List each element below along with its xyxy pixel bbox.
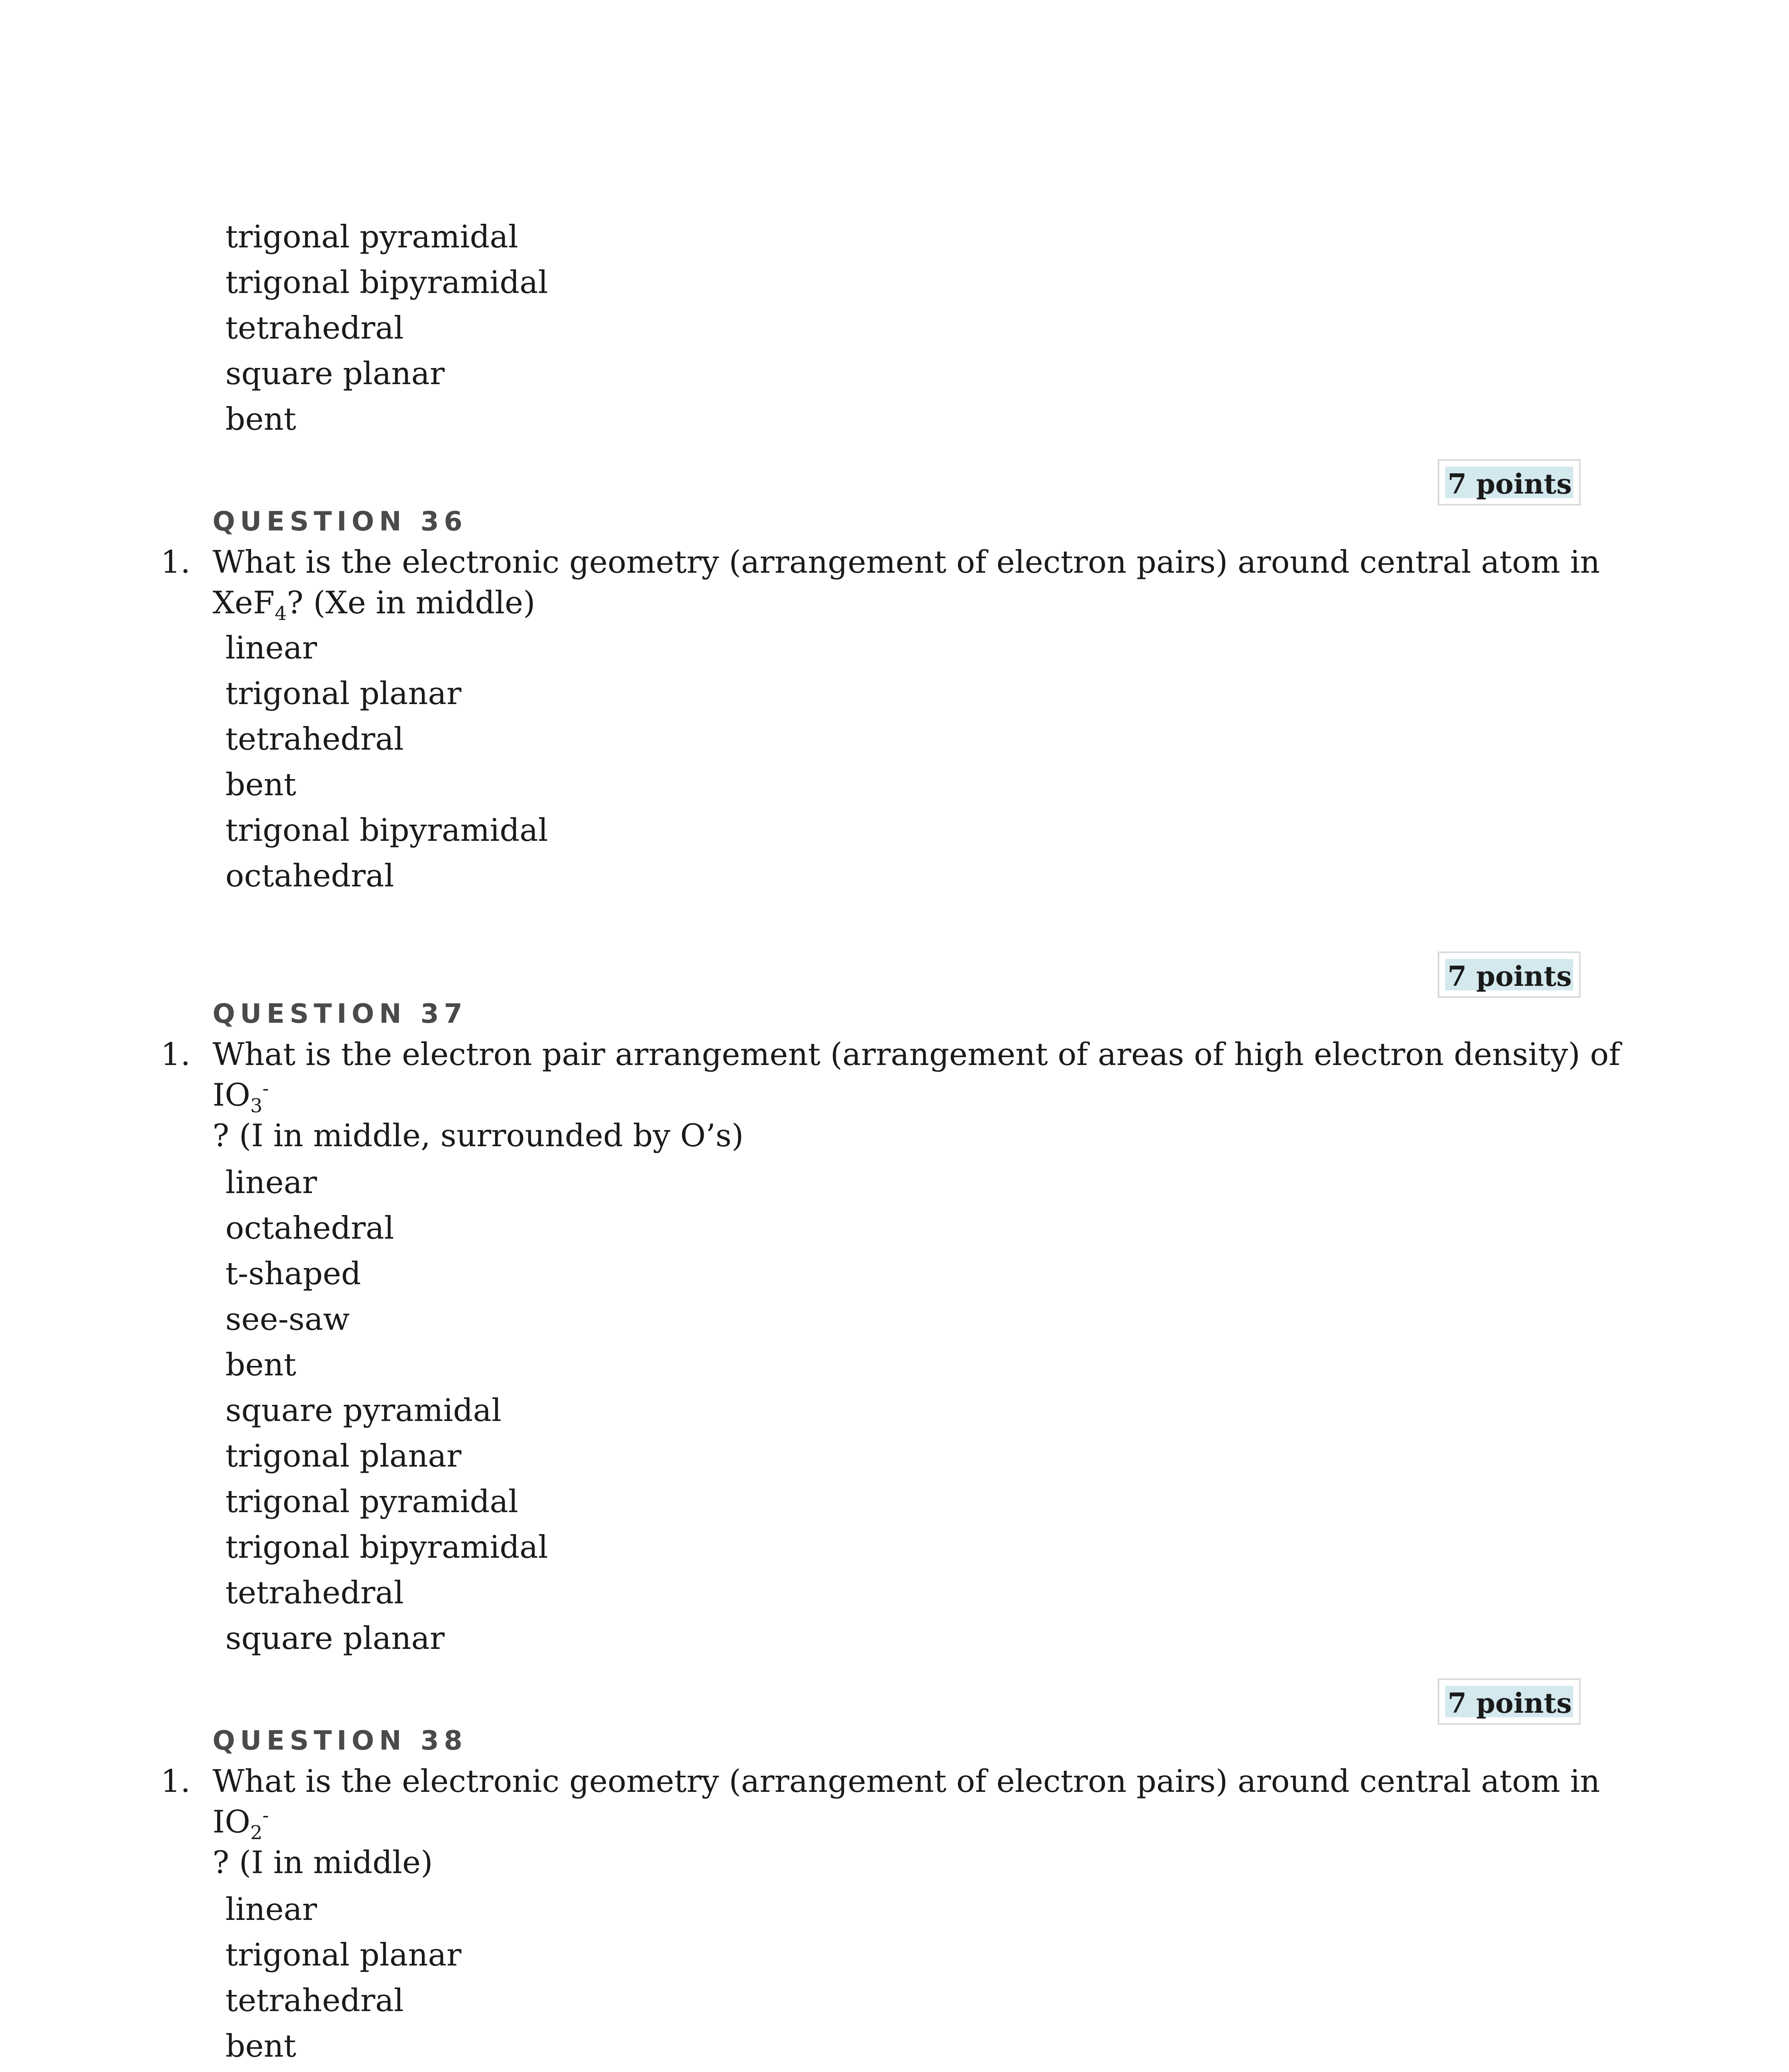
answer-option[interactable]: tetrahedral <box>225 721 404 757</box>
question-formula: $IO_2^-$ <box>213 1803 269 1844</box>
answer-option[interactable]: trigonal pyramidal <box>225 218 518 255</box>
answer-option[interactable]: linear <box>225 1891 317 1927</box>
question-number: 1. <box>161 544 191 580</box>
answer-option[interactable]: trigonal planar <box>225 1438 462 1474</box>
points-box-q36 <box>1438 459 1581 506</box>
answer-list-q38 <box>225 1886 462 2069</box>
answer-option[interactable]: trigonal bipyramidal <box>225 264 548 300</box>
answer-option[interactable]: trigonal planar <box>225 675 462 712</box>
answer-option[interactable]: tetrahedral <box>225 310 404 346</box>
answer-option[interactable]: t-shaped <box>225 1255 361 1292</box>
answer-option[interactable]: trigonal bipyramidal <box>225 812 548 848</box>
answer-option[interactable]: bent <box>225 401 296 437</box>
points-label: 7 points <box>1445 959 1573 990</box>
question-title-37: QUESTION 37 <box>213 999 467 1029</box>
answer-option[interactable]: octahedral <box>225 1210 394 1246</box>
question-title-36: QUESTION 36 <box>213 506 467 537</box>
points-box-q38 <box>1438 1678 1581 1725</box>
answer-option[interactable]: square pyramidal <box>225 1392 502 1428</box>
answer-option[interactable]: linear <box>225 1164 317 1201</box>
answer-option[interactable]: bent <box>225 766 296 803</box>
answer-list-q36 <box>225 625 548 898</box>
question-text: What is the electronic geometry (arrangement of electron pairs) around central atom in <box>213 544 1600 580</box>
answer-option[interactable]: trigonal pyramidal <box>225 1483 518 1520</box>
answer-option[interactable]: bent <box>225 2028 296 2064</box>
points-box-q37 <box>1438 951 1581 998</box>
points-label: 7 points <box>1445 467 1573 498</box>
question-text-formula: XeF$_4$? (Xe in middle) <box>213 584 535 625</box>
answer-option[interactable]: tetrahedral <box>225 1982 404 2019</box>
answer-option[interactable]: linear <box>225 629 317 666</box>
question-title-38: QUESTION 38 <box>213 1726 467 1756</box>
answer-option[interactable]: trigonal bipyramidal <box>225 1529 548 1565</box>
answer-list-top <box>225 214 548 442</box>
answer-option[interactable]: square planar <box>225 1620 445 1656</box>
question-text: ? (I in middle) <box>213 1844 433 1881</box>
answer-option[interactable]: see-saw <box>225 1301 350 1337</box>
question-number: 1. <box>161 1036 191 1072</box>
answer-option[interactable]: square planar <box>225 355 445 392</box>
question-number: 1. <box>161 1763 191 1799</box>
answer-list-q37 <box>225 1159 548 1661</box>
answer-option[interactable]: trigonal planar <box>225 1936 462 1973</box>
question-text: What is the electronic geometry (arrangement of electron pairs) around central atom in <box>213 1763 1600 1799</box>
answer-option[interactable]: bent <box>225 1346 296 1383</box>
question-formula: $IO_3^-$ <box>213 1077 269 1117</box>
answer-option[interactable]: octahedral <box>225 857 394 894</box>
points-label: 7 points <box>1445 1686 1573 1717</box>
question-text: ? (I in middle, surrounded by O’s) <box>213 1117 744 1154</box>
answer-option[interactable]: tetrahedral <box>225 1574 404 1611</box>
question-text: What is the electron pair arrangement (arrangement of areas of high electron density) of <box>213 1036 1620 1072</box>
